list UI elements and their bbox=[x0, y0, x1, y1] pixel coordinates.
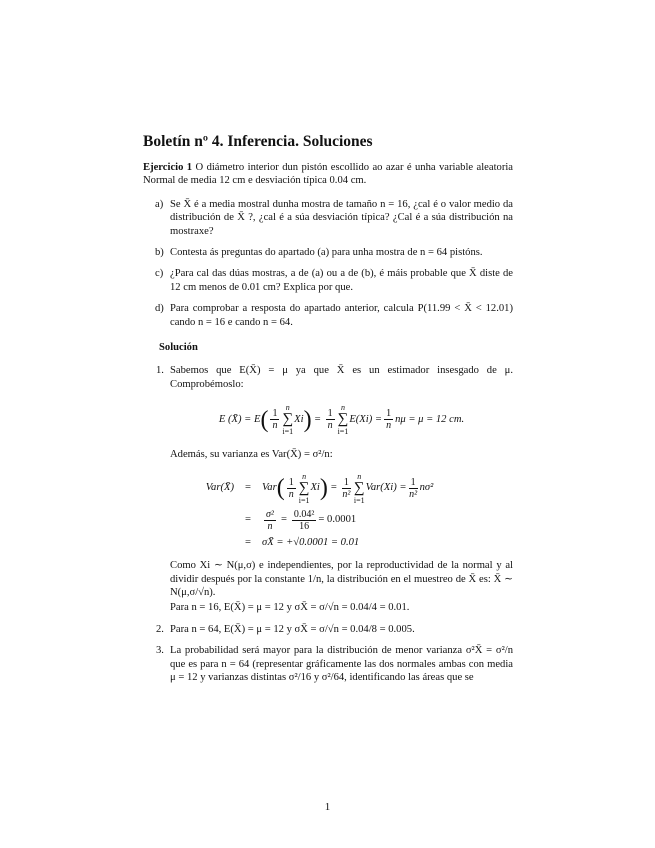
part-label: a) bbox=[155, 198, 164, 210]
eq-lhs: E (X̄) = E bbox=[218, 414, 261, 426]
part-text: Contesta ás preguntas do apartado (a) para unha mostra de n = 64 pistóns. bbox=[170, 247, 483, 259]
part-c bbox=[143, 267, 513, 294]
page-content bbox=[143, 133, 513, 692]
solution-item-1 bbox=[143, 364, 513, 614]
solution-1-paragraph: Como Xi ∼ N(μ,σ) e independientes, por la reproductividad de la normal y al dividir después por la constante 1/n, la distribución en el muestreo de X̄ es: X̄ ∼ N(μ,σ/√n). bbox=[170, 560, 513, 598]
part-label: c) bbox=[155, 268, 164, 280]
expectation-equation bbox=[170, 403, 513, 436]
part-label: b) bbox=[155, 247, 164, 259]
solution-item-3 bbox=[143, 644, 513, 684]
sum-symbol: n ∑ i=1 bbox=[337, 403, 349, 437]
open-paren: ( bbox=[260, 406, 269, 433]
var-op: = bbox=[245, 482, 251, 494]
part-a bbox=[143, 198, 513, 238]
solution-list bbox=[143, 364, 513, 684]
solution-number: 3. bbox=[156, 645, 164, 657]
solution-number: 2. bbox=[156, 623, 164, 635]
fraction: $\frac{1}{n}$ bbox=[272, 408, 278, 432]
variance-row: = $\frac{\text{σ²}}{n}$ = $\frac{\text{0.04²}}{16}$ = 0.0001 bbox=[245, 508, 357, 532]
page-title: Boletín nº 4. Inferencia. Soluciones bbox=[143, 133, 373, 150]
variance-derivation bbox=[176, 472, 513, 549]
solution-1-result: Para n = 16, E(X̄) = μ = 12 y σX̄ = σ/√n = 0.04/4 = 0.01. bbox=[170, 602, 410, 614]
fraction: $\frac{1}{n}$ bbox=[386, 408, 392, 432]
solution-number: 1. bbox=[156, 365, 164, 377]
solution-2-text: Para n = 64, E(X̄) = μ = 12 y σX̄ = σ/√n = 0.04/8 = 0.005. bbox=[170, 623, 415, 635]
variance-row: Var(X̄) = Var ( $\frac{1}{n}$ n ∑ i=1 Xi ) = $\frac{1}{\text{n²}}$ n ∑ i=1 Var(Xi) = $\frac{1}{\text{n²}}$ nσ² bbox=[176, 472, 513, 505]
var-lhs: Var(X̄) bbox=[205, 482, 234, 494]
sum-symbol: n ∑ i=1 bbox=[298, 471, 310, 505]
exercise-label: Ejercicio 1 bbox=[143, 162, 193, 173]
variance-intro: Además, su varianza es Var(X̄) = σ²/n: bbox=[170, 449, 333, 461]
var-fn: Var bbox=[262, 482, 277, 494]
part-text: Se X̄ é a media mostral dunha mostra de tamaño n = 16, ¿cal é o valor medio da distribución de X̄ ?, ¿cal é a súa desviación típica? ¿Cal é a súa distribución na mostraxe? bbox=[170, 198, 513, 237]
part-b bbox=[143, 246, 513, 259]
eq-ex: E(Xi) = bbox=[349, 414, 383, 426]
eq-sign: = bbox=[314, 414, 321, 426]
exercise-statement bbox=[143, 161, 513, 188]
eq-result: nμ = μ = 12 cm. bbox=[395, 414, 465, 426]
part-label: d) bbox=[155, 303, 164, 315]
sum-symbol: n ∑ i=1 bbox=[353, 471, 365, 505]
close-paren: ) bbox=[303, 406, 312, 433]
page-number: 1 bbox=[324, 801, 331, 813]
solution-1-intro: Sabemos que E(X̄) = μ ya que X̄ es un estimador insesgado de μ. Comprobémoslo: bbox=[170, 365, 513, 390]
part-text: Para comprobar a resposta do apartado anterior, calcula P(11.99 < X̄ < 12.01) cando n = 16 e cando n = 64. bbox=[170, 303, 513, 328]
sum-symbol: n ∑ i=1 bbox=[282, 403, 294, 437]
fraction: $\frac{1}{n}$ bbox=[327, 408, 333, 432]
solution-3-text: La probabilidad será mayor para la distribución de menor varianza σ²X̄ = σ²/n que es para n = 64 (representar gráficamente las dos normales ambas con media μ = 12 y varianzas distintas σ²/16 y σ²/64, identificando las áreas que se bbox=[170, 645, 513, 683]
variance-row: = σX̄ = +√0.0001 = 0.01 bbox=[245, 536, 360, 548]
solution-heading: Solución bbox=[159, 342, 198, 354]
part-d bbox=[143, 302, 513, 329]
exercise-text: O diámetro interior dun pistón escollido ao azar é unha variable aleatoria Normal de media 12 cm e desviación típica 0.04 cm. bbox=[143, 162, 513, 187]
eq-xi: Xi bbox=[294, 414, 304, 426]
solution-item-2 bbox=[143, 623, 513, 636]
exercise-parts bbox=[143, 198, 513, 329]
part-text: ¿Para cal das dúas mostras, a de (a) ou a de (b), é máis probable que X̄ diste de 12 cm menos de 0.01 cm? Explica por que. bbox=[170, 268, 513, 293]
